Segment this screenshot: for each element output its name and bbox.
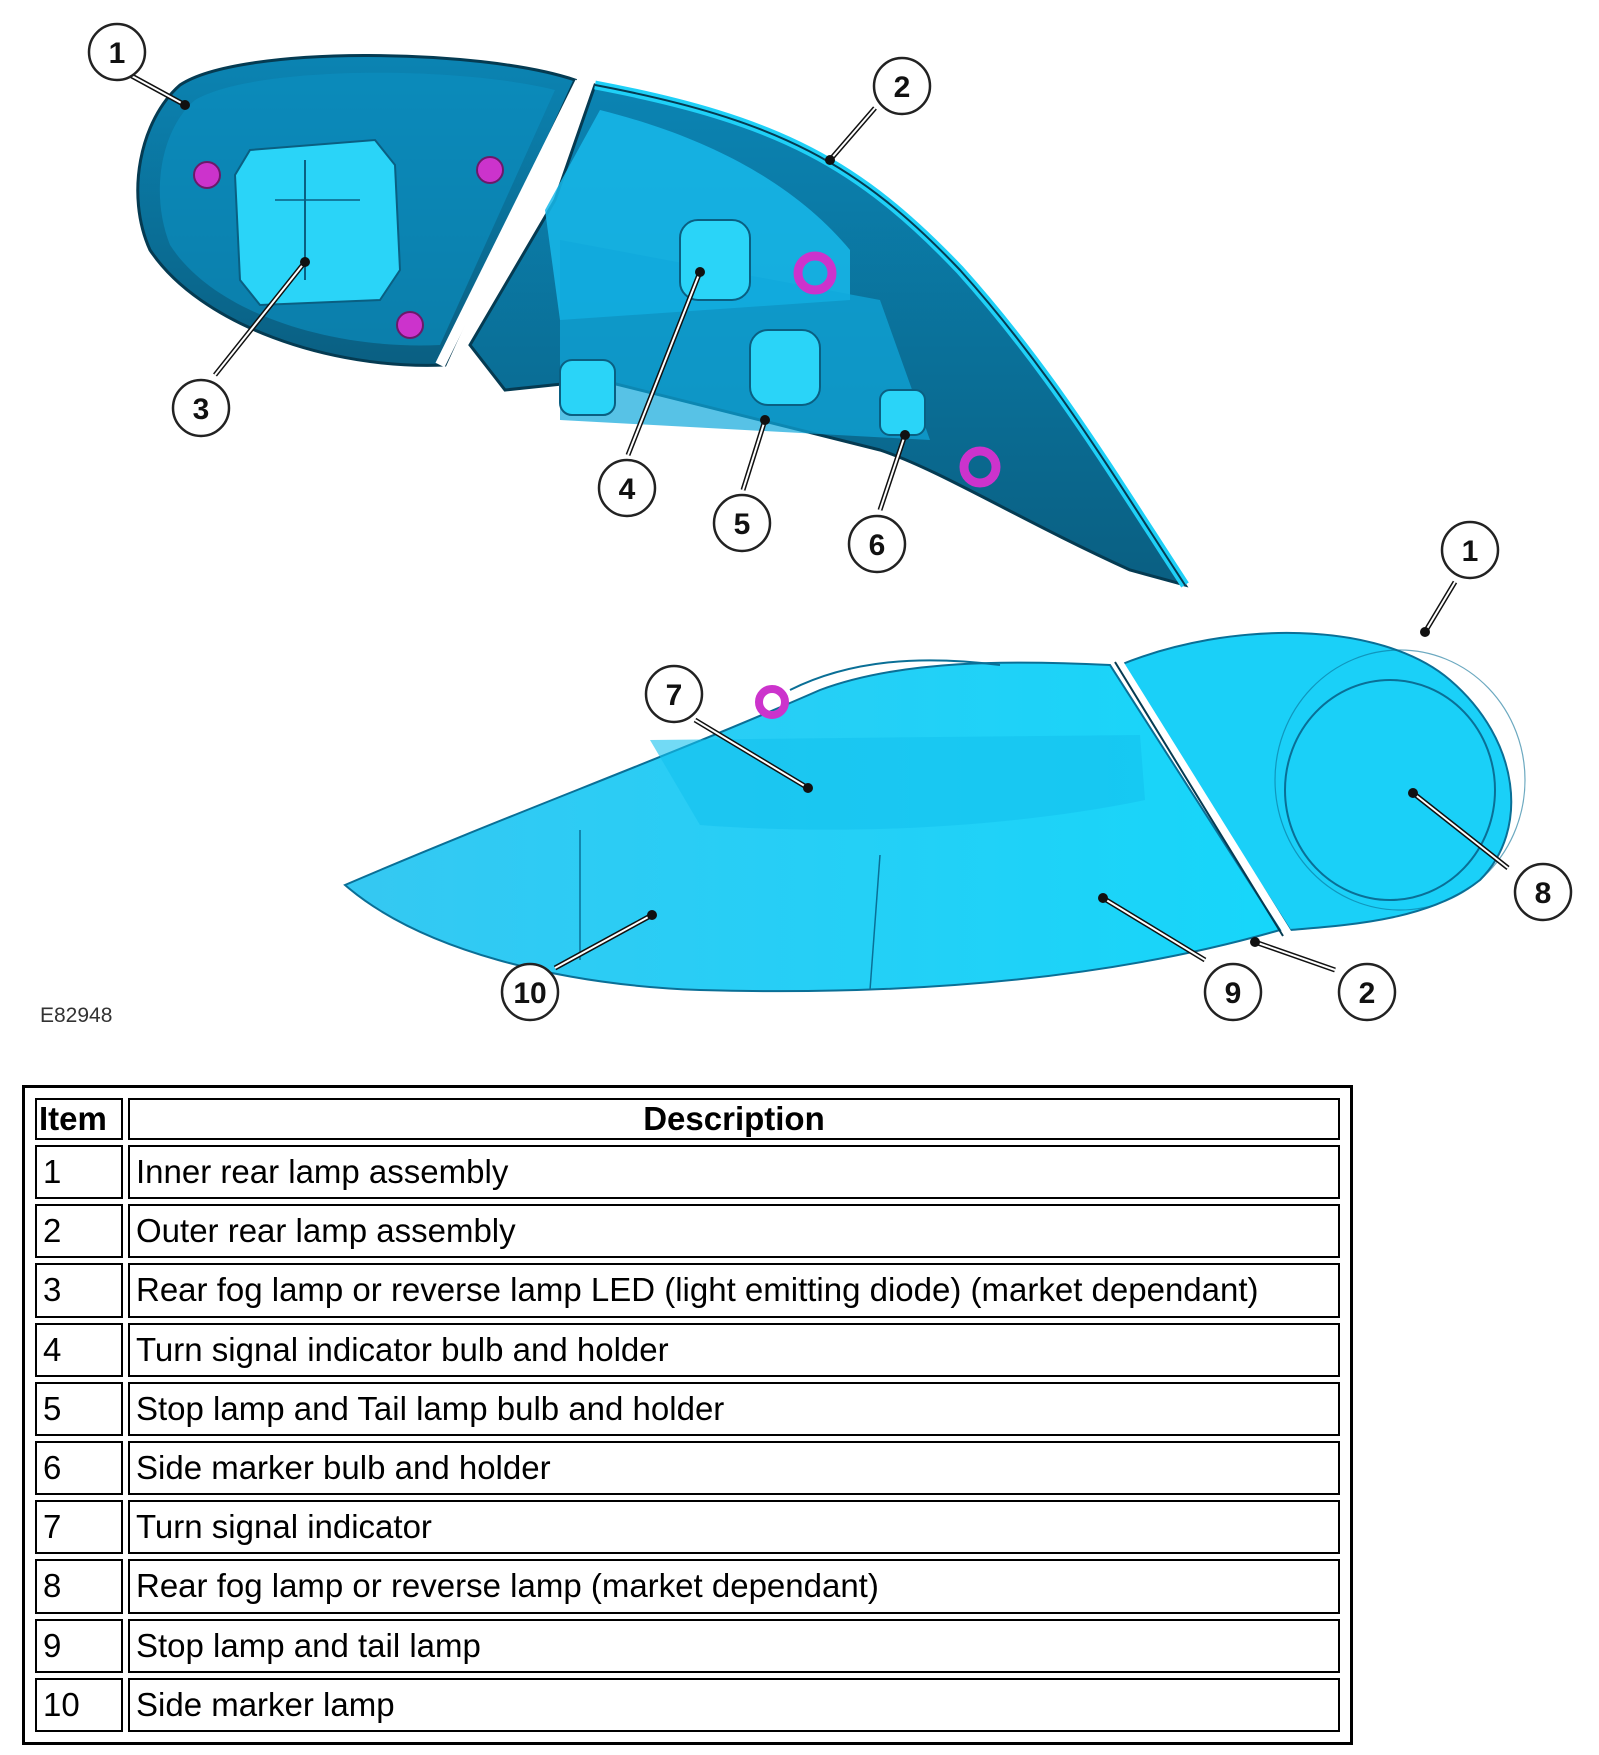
legend-table: [22, 1085, 1353, 1745]
table-row: [35, 1323, 1340, 1377]
svg-text:9: 9: [1224, 977, 1242, 1010]
callout-8: [1515, 864, 1571, 920]
svg-text:10: 10: [513, 977, 547, 1010]
table-row: [35, 1559, 1340, 1613]
item-description: Turn signal indicator bulb and holder: [128, 1323, 1340, 1377]
table-row: [35, 1145, 1340, 1199]
callout-1-bottom: [1442, 522, 1498, 578]
item-description: Rear fog lamp or reverse lamp LED (light emitting diode) (market dependant): [128, 1263, 1340, 1317]
led-module: [235, 140, 400, 305]
item-description: Inner rear lamp assembly: [128, 1145, 1340, 1199]
connector-icon: [194, 162, 220, 188]
table-row: [35, 1441, 1340, 1495]
item-number: 4: [35, 1323, 123, 1377]
table-row: [35, 1500, 1340, 1554]
item-description: Outer rear lamp assembly: [128, 1204, 1340, 1258]
svg-text:8: 8: [1534, 877, 1552, 910]
figure-id: E82948: [40, 1004, 113, 1027]
outer-lamp-rear-view: [440, 82, 1185, 585]
svg-text:5: 5: [733, 508, 751, 541]
callout-9: [1205, 964, 1261, 1020]
lamps-outside-view: [345, 633, 1525, 991]
item-number: 8: [35, 1559, 123, 1613]
item-description: Side marker bulb and holder: [128, 1441, 1340, 1495]
callout-2-bottom: [1339, 964, 1395, 1020]
table-row: [35, 1263, 1340, 1317]
item-description: Side marker lamp: [128, 1678, 1340, 1732]
callout-6: [849, 516, 905, 572]
item-description: Rear fog lamp or reverse lamp (market dependant): [128, 1559, 1340, 1613]
item-number: 5: [35, 1382, 123, 1436]
svg-text:7: 7: [665, 679, 683, 712]
item-number: 2: [35, 1204, 123, 1258]
callout-3: [173, 380, 229, 436]
callout-7: [646, 666, 702, 722]
callout-10: [502, 964, 558, 1020]
table-row: [35, 1678, 1340, 1732]
item-description: Turn signal indicator: [128, 1500, 1340, 1554]
item-number: 3: [35, 1263, 123, 1317]
item-description: Stop lamp and Tail lamp bulb and holder: [128, 1382, 1340, 1436]
callout-5: [714, 495, 770, 551]
connector-icon: [477, 157, 503, 183]
item-number: 10: [35, 1678, 123, 1732]
description-header: Description: [128, 1098, 1340, 1140]
svg-text:6: 6: [868, 529, 886, 562]
svg-text:2: 2: [1358, 977, 1376, 1010]
table-row: [35, 1382, 1340, 1436]
svg-text:1: 1: [108, 37, 126, 70]
callout-4: [599, 460, 655, 516]
connector-icon: [397, 312, 423, 338]
connector-icon: [759, 689, 785, 715]
callout-1-top: [89, 24, 145, 80]
svg-text:1: 1: [1461, 535, 1479, 568]
item-number: 1: [35, 1145, 123, 1199]
callout-2-top: [874, 58, 930, 114]
item-number: 9: [35, 1619, 123, 1673]
svg-text:4: 4: [618, 473, 636, 506]
item-number: 7: [35, 1500, 123, 1554]
table-row: [35, 1204, 1340, 1258]
svg-text:3: 3: [192, 393, 210, 426]
svg-text:2: 2: [893, 71, 911, 104]
item-header: Item: [35, 1098, 123, 1140]
legend-header-row: [35, 1098, 1340, 1140]
item-number: 6: [35, 1441, 123, 1495]
table-row: [35, 1619, 1340, 1673]
item-description: Stop lamp and tail lamp: [128, 1619, 1340, 1673]
